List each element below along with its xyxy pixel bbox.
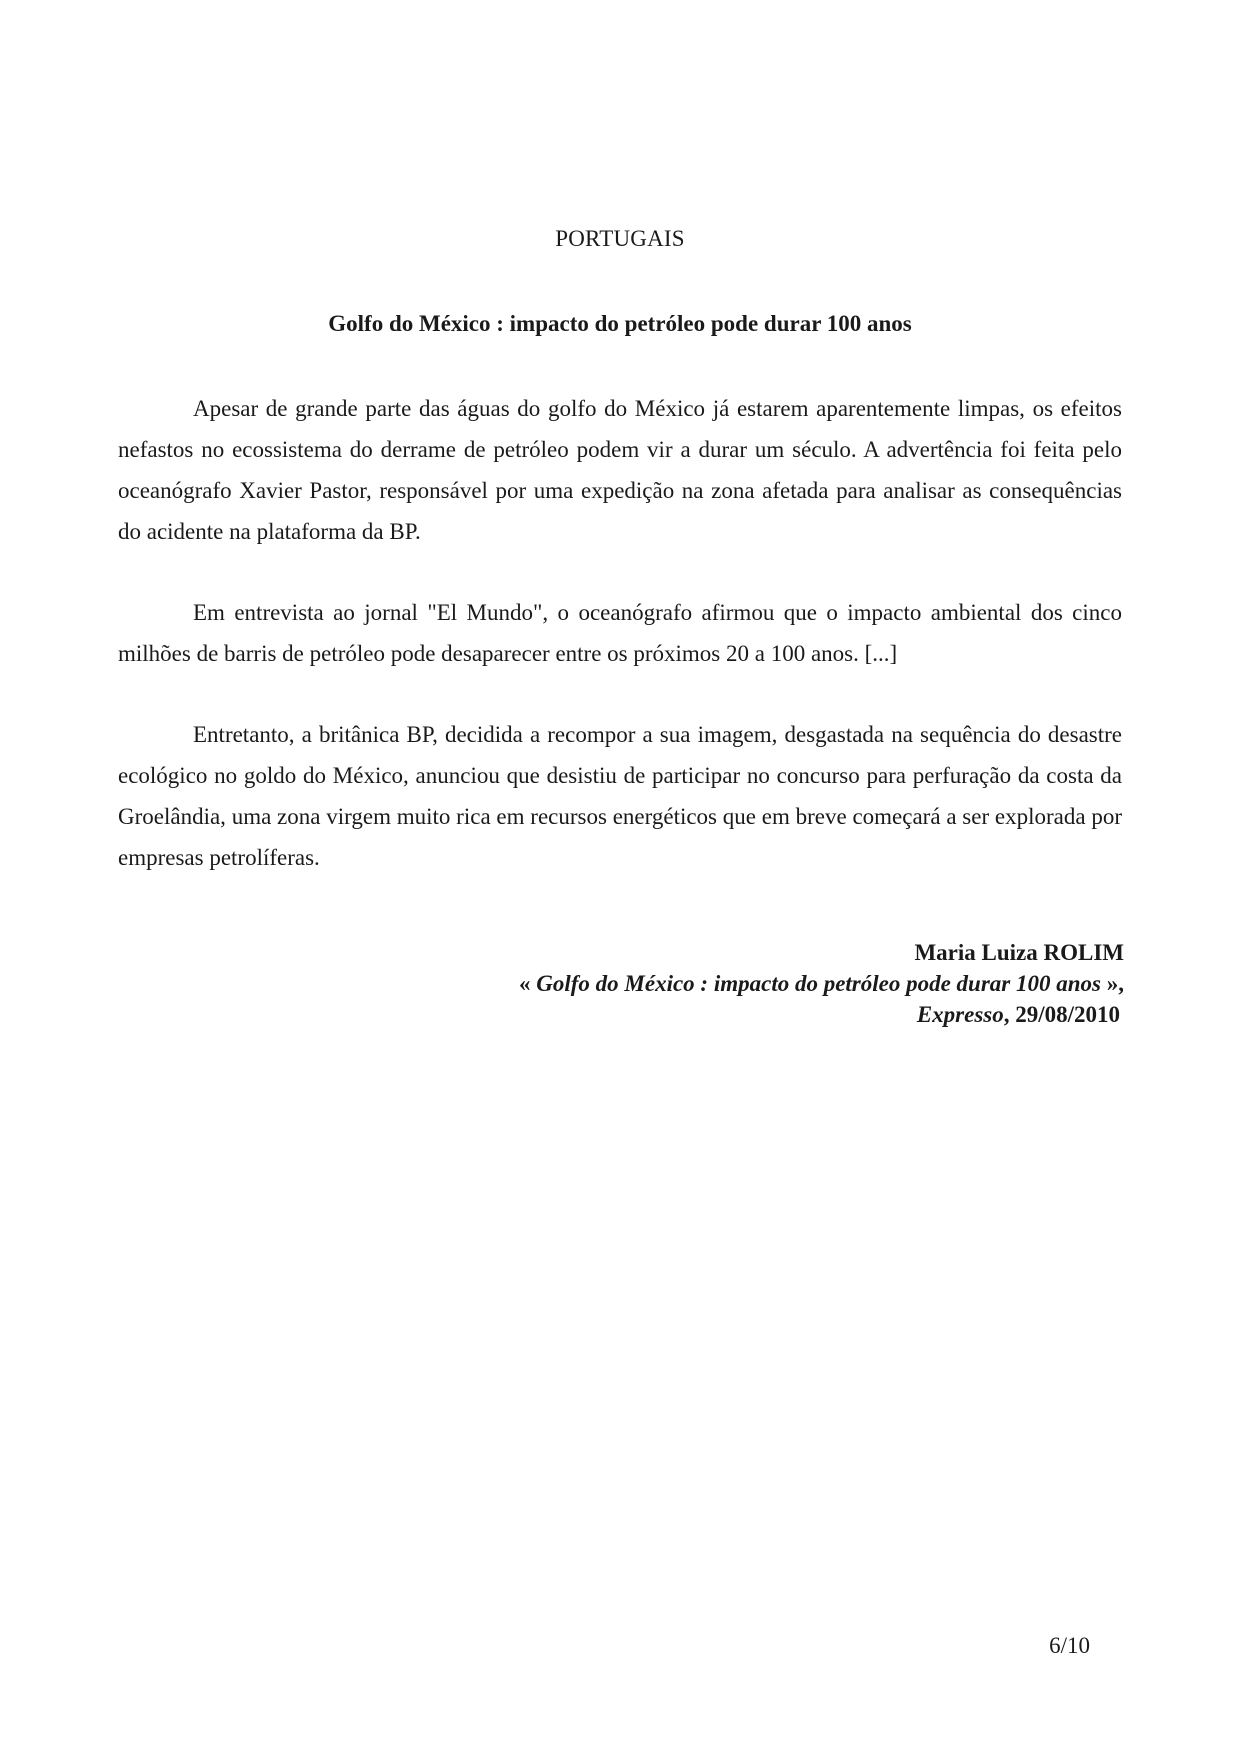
- paragraph-3: Entretanto, a britânica BP, decidida a recompor a sua imagem, desgastada na sequência do desastre ecológico no goldo do México, anunciou que desistiu de participar no concurso para perfuração da costa da Groelândia, uma zona virgem muito rica em recursos energéticos que em breve começará a ser explorada por empresas petrolíferas.: [118, 722, 1122, 870]
- publication-date: , 29/08/2010: [1003, 1002, 1120, 1027]
- close-quote: »,: [1101, 971, 1124, 996]
- source-citation: [519, 937, 1124, 1030]
- citation-article-title: Golfo do México : impacto do petróleo pode durar 100 anos: [536, 971, 1101, 996]
- citation-title-line: [519, 968, 1124, 999]
- language-heading: PORTUGAIS: [555, 226, 685, 251]
- publication-name: Expresso: [916, 1002, 1004, 1027]
- paragraph-2: Em entrevista ao jornal "El Mundo", o oceanógrafo afirmou que o impacto ambiental dos cinco milhões de barris de petróleo pode desaparecer entre os próximos 20 a 100 anos. [...]: [118, 600, 1122, 666]
- page-number: 6/10: [1049, 1633, 1090, 1658]
- publication-line: [519, 999, 1124, 1030]
- author-name: Maria Luiza ROLIM: [914, 940, 1124, 965]
- article-body: [118, 388, 1122, 918]
- paragraph-1: Apesar de grande parte das águas do golfo do México já estarem aparentemente limpas, os efeitos nefastos no ecossistema do derrame de petróleo podem vir a durar um século. A advertência foi feita pelo oceanógrafo Xavier Pastor, responsável por uma expedição na zona afetada para analisar as consequências do acidente na plataforma da BP.: [118, 396, 1122, 544]
- article-title: Golfo do México : impacto do petróleo pode durar 100 anos: [328, 311, 912, 336]
- open-quote: «: [519, 971, 537, 996]
